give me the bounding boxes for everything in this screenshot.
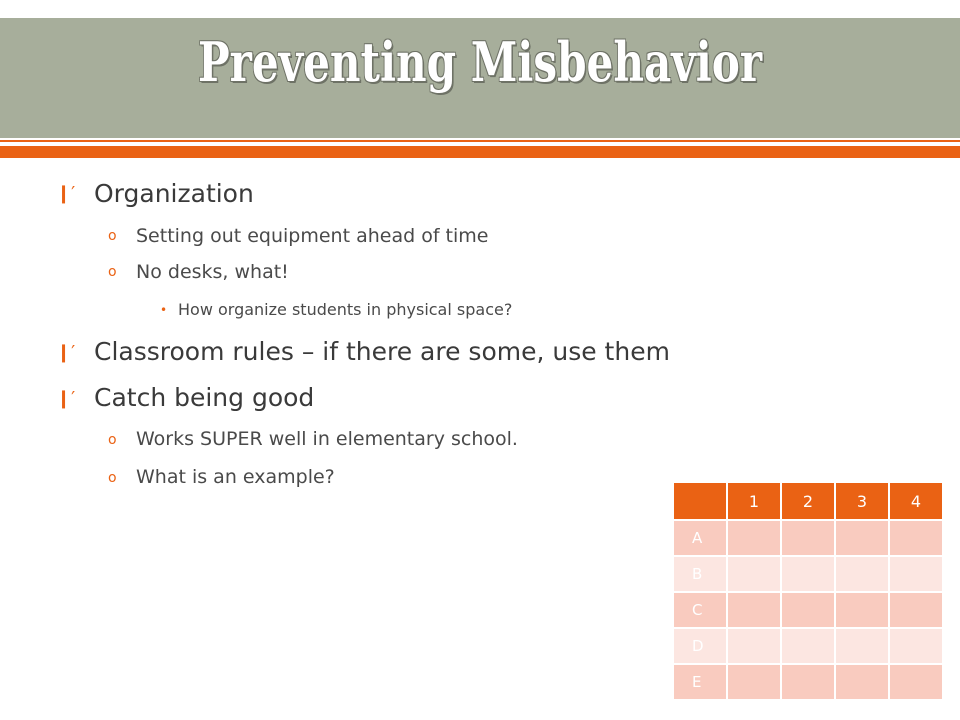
grid-cell — [727, 592, 781, 628]
grid-row — [673, 520, 943, 556]
slide-title: Preventing Misbehavior — [197, 30, 763, 94]
grid-corner-cell — [673, 482, 727, 520]
bullet-icon: ❙′ — [56, 342, 76, 363]
grid-cell — [835, 628, 889, 664]
grid-cell — [781, 520, 835, 556]
grid-cell — [889, 664, 943, 700]
circle-bullet-icon: o — [108, 264, 117, 280]
grid-cell — [781, 628, 835, 664]
outline-item: Organization — [94, 179, 254, 208]
accent-rule — [0, 146, 960, 158]
grid-cell — [727, 520, 781, 556]
outline-item: No desks, what! — [136, 261, 289, 283]
grid-cell — [781, 592, 835, 628]
grid-cell — [835, 556, 889, 592]
grid-header-row — [673, 482, 943, 520]
grid-row-label: B — [673, 556, 727, 592]
grid-cell — [889, 628, 943, 664]
circle-bullet-icon: o — [108, 228, 117, 244]
grid-cell — [835, 520, 889, 556]
outline-item: How organize students in physical space? — [178, 300, 513, 319]
grid-row — [673, 556, 943, 592]
accent-rule-thin — [0, 140, 960, 142]
grid-cell — [781, 664, 835, 700]
outline-item: Catch being good — [94, 383, 315, 412]
bullet-icon: ❙′ — [56, 388, 76, 409]
grid-cell — [889, 592, 943, 628]
outline-item: Classroom rules – if there are some, use them — [94, 337, 670, 366]
grid-column-header: 1 — [727, 482, 781, 520]
seating-grid — [672, 481, 944, 701]
grid-cell — [835, 592, 889, 628]
outline-item: Works SUPER well in elementary school. — [136, 428, 518, 450]
grid-row-label: C — [673, 592, 727, 628]
grid-cell — [889, 520, 943, 556]
grid-row — [673, 592, 943, 628]
grid-cell — [781, 556, 835, 592]
grid-column-header: 2 — [781, 482, 835, 520]
grid-cell — [727, 556, 781, 592]
grid-cell — [835, 664, 889, 700]
grid-row-label: E — [673, 664, 727, 700]
grid-column-header: 4 — [889, 482, 943, 520]
dot-bullet-icon: • — [160, 303, 168, 317]
bullet-icon: ❙′ — [56, 183, 76, 204]
grid-row — [673, 628, 943, 664]
circle-bullet-icon: o — [108, 470, 117, 486]
grid-cell — [889, 556, 943, 592]
circle-bullet-icon: o — [108, 432, 117, 448]
grid-cell — [727, 628, 781, 664]
outline-item: Setting out equipment ahead of time — [136, 225, 489, 247]
grid-row-label: D — [673, 628, 727, 664]
grid-row — [673, 664, 943, 700]
outline-item: What is an example? — [136, 466, 335, 488]
grid-cell — [727, 664, 781, 700]
grid-column-header: 3 — [835, 482, 889, 520]
grid-row-label: A — [673, 520, 727, 556]
